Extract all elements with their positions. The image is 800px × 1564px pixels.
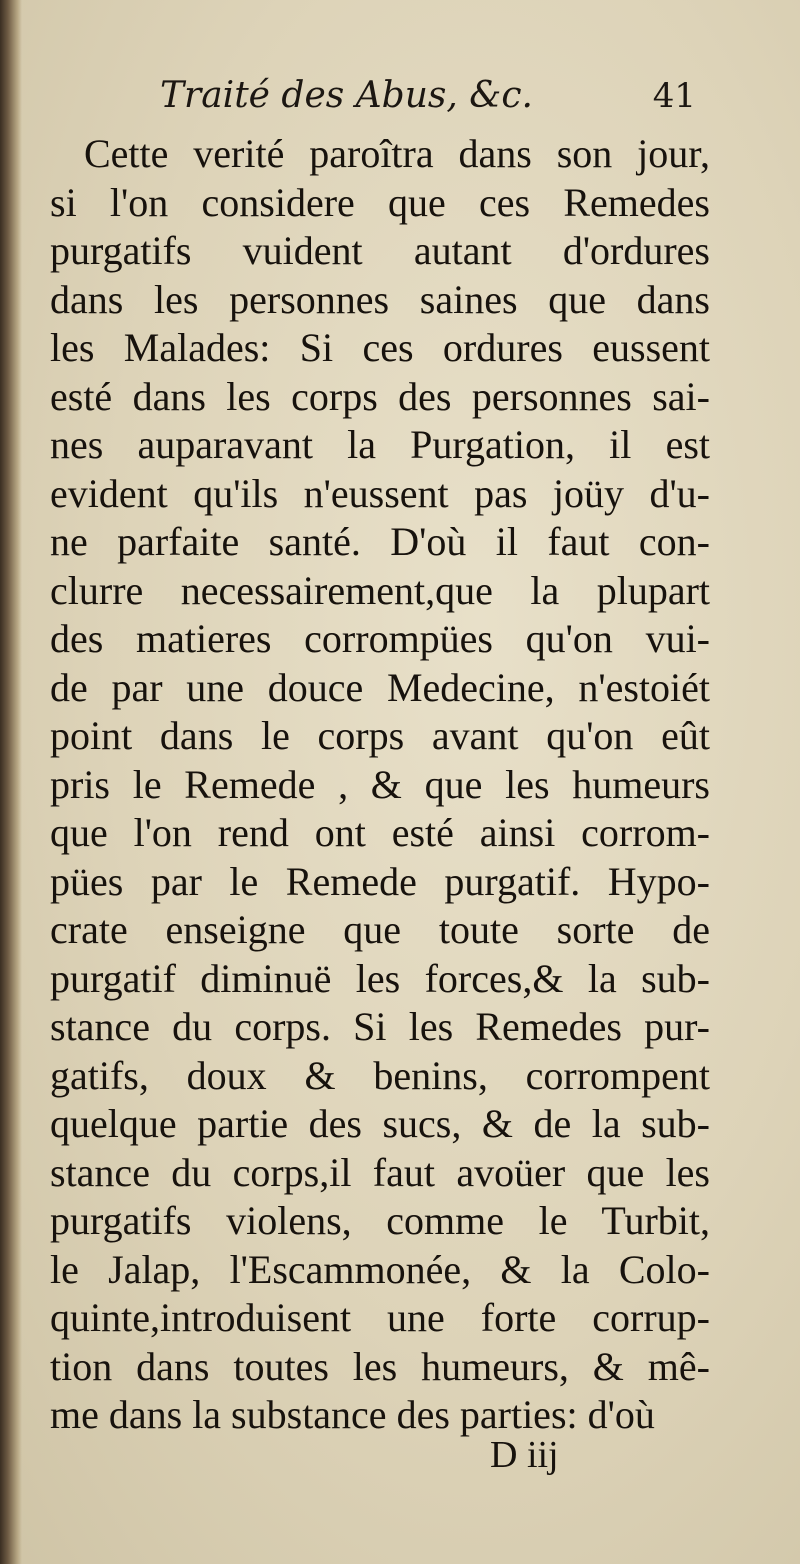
text-line: quelque partie des sucs, & de la sub- [50,1101,710,1146]
page-gutter [0,0,22,1564]
text-line: quinte,introduisent une forte corrup- [50,1295,710,1340]
page-number: 41 [652,76,696,116]
text-line: point dans le corps avant qu'on eût [50,713,710,758]
text-line: si l'on considere que ces Remedes [50,179,710,225]
text-line: purgatif diminuë les forces,& la sub- [50,955,710,1001]
text-line: purgatifs violens, comme le Turbit, [50,1198,710,1243]
body-text [50,130,710,1440]
text-line: purgatifs vuident autant d'ordures [50,228,710,273]
text-line: le Jalap, l'Escammonée, & la Colo- [50,1246,710,1292]
text-line: evident qu'ils n'eussent pas joüy d'u- [50,470,710,516]
text-line: stance du corps,il faut avoüer que les [50,1149,710,1195]
text-line: de par une douce Medecine, n'estoiét [50,664,710,710]
text-line: dans les personnes saines que dans [50,276,710,322]
text-line: Cette verité paroîtra dans son jour, [84,131,710,176]
text-line: des matieres corrompües qu'on vui- [50,616,710,661]
text-line: pües par le Remede purgatif. Hypo- [50,858,710,904]
text-line: ne parfaite santé. D'où il faut con- [50,519,710,564]
text-line: stance du corps. Si les Remedes pur- [50,1004,710,1049]
text-line: me dans la substance des parties: d'où [50,1392,655,1437]
signature-mark: D iij [490,1434,559,1476]
text-line: gatifs, doux & benins, corrompent [50,1052,710,1098]
running-head: Traité des Abus, &c. [160,75,533,116]
text-line: nes auparavant la Purgation, il est [50,422,710,467]
text-line: crate enseigne que toute sorte de [50,907,710,952]
text-line: tion dans toutes les humeurs, & mê- [50,1343,710,1389]
text-line: pris le Remede , & que les humeurs [50,761,710,807]
text-line: les Malades: Si ces ordures eussent [50,325,710,370]
text-line: esté dans les corps des personnes sai- [50,373,710,419]
text-line: clurre necessairement,que la plupart [50,567,710,613]
text-line: que l'on rend ont esté ainsi corrom- [50,810,710,855]
